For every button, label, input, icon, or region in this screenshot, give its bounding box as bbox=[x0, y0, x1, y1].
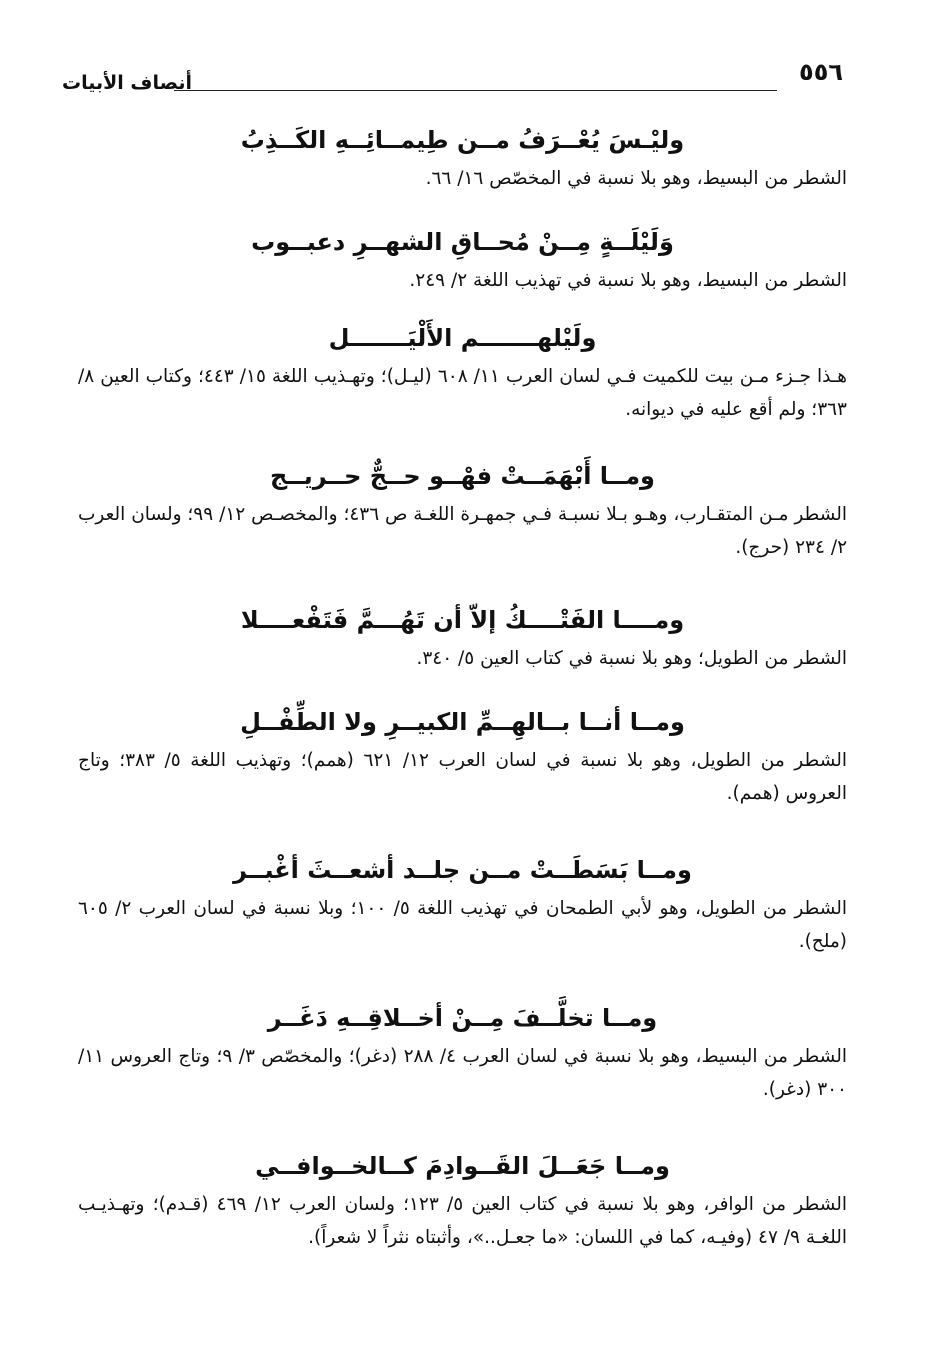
running-title: أنصاف الأبيات bbox=[62, 72, 192, 94]
verse-note: الشطر من الوافر، وهو بلا نسبة في كتاب العين ٥/ ١٢٣؛ ولسان العرب ١٢/ ٤٦٩ (قـدم)؛ وتهـذيـب اللغـة ٩/ ٤٧ (وفيـه، كما في اللسان: «ما جعـل..»، وأثبتاه نثراً لا شعراً). bbox=[78, 1194, 847, 1248]
verse-note: الشطر من الطويل، وهو بلا نسبة في لسان العرب ١٢/ ٦٢١ (همم)؛ وتهذيب اللغة ٥/ ٣٨٣؛ وتاج العروس (همم). bbox=[78, 750, 847, 804]
verse-line: ومــا جَعَــلَ القَــوادِمَ كــالخــوافــي bbox=[255, 1152, 670, 1180]
entry-8 bbox=[78, 1000, 847, 1106]
entry-6 bbox=[78, 704, 847, 810]
verse-note: الشطر من الطويل، وهو لأبي الطمحان في تهذيب اللغة ٥/ ١٠٠؛ وبلا نسبة في لسان العرب ٢/ ٦٠٥ (ملح). bbox=[78, 898, 848, 952]
page-header bbox=[62, 58, 843, 98]
header-rule bbox=[174, 90, 777, 91]
verse-note: الشطر من البسيط، وهو بلا نسبة في لسان العرب ٤/ ٢٨٨ (دغر)؛ والمخصّص ٣/ ٩؛ وتاج العروس ١١/ ٣٠٠ (دغر). bbox=[78, 1046, 847, 1100]
verse-line: ومــــا الفَتْــــكُ إلاّ أن تَهُـــمَّ فَتَفْعــــلا bbox=[240, 606, 685, 634]
entry-1 bbox=[78, 122, 847, 195]
verse-line: ومــا تخلَّــفَ مِــنْ أخــلاقِــهِ دَغَــر bbox=[267, 1004, 658, 1032]
entry-3 bbox=[78, 320, 847, 426]
entry-7 bbox=[78, 852, 847, 958]
verse-line: وَلَيْلَــةٍ مِــنْ مُحــاقِ الشهــرِ دعبــوب bbox=[251, 228, 674, 256]
verse-note: الشطر من البسيط، وهو بلا نسبة في المخصّص ١٦/ ٦٦. bbox=[425, 168, 847, 189]
verse-note: الشطر مـن المتقـارب، وهـو بـلا نسبـة فـي جمهـرة اللغـة ص ٤٣٦؛ والمخصـص ١٢/ ٩٩؛ ولسان العرب ٢/ ٢٣٤ (حرج). bbox=[78, 504, 848, 558]
verse-note: هـذا جـزء مـن بيت للكميت فـي لسان العرب ١١/ ٦٠٨ (ليـل)؛ وتهـذيب اللغة ١٥/ ٤٤٣؛ وكتاب العين ٨/ ٣٦٣؛ ولم أقع عليه في ديوانه. bbox=[78, 366, 848, 420]
verse-line: ومــا أَبْهَمَــتْ فهْــو حــجٌّ حــريــج bbox=[270, 462, 655, 490]
page-number: ٥٥٦ bbox=[799, 58, 843, 86]
verse-line: ومــا أنــا بــالهِــمِّ الكبيــرِ ولا الطِّفْــلِ bbox=[240, 708, 685, 736]
verse-line: ولَيْلهـــــــم الأَلْيَـــــــل bbox=[328, 324, 597, 352]
entry-2 bbox=[78, 224, 847, 297]
verse-line: ومــا بَسَطَــتْ مــن جلــد أشعــثَ أغْبــر bbox=[233, 856, 692, 884]
entry-9 bbox=[78, 1148, 847, 1254]
verse-note: الشطر من البسيط، وهو بلا نسبة في تهذيب اللغة ٢/ ٢٤٩. bbox=[409, 270, 847, 291]
entry-4 bbox=[78, 458, 847, 564]
verse-note: الشطر من الطويل؛ وهو بلا نسبة في كتاب العين ٥/ ٣٤٠. bbox=[416, 648, 847, 669]
verse-line: وليْـسَ يُعْــرَفُ مــن طِيمــائِــهِ الكَــذِبُ bbox=[240, 126, 685, 154]
entry-5 bbox=[78, 602, 847, 675]
